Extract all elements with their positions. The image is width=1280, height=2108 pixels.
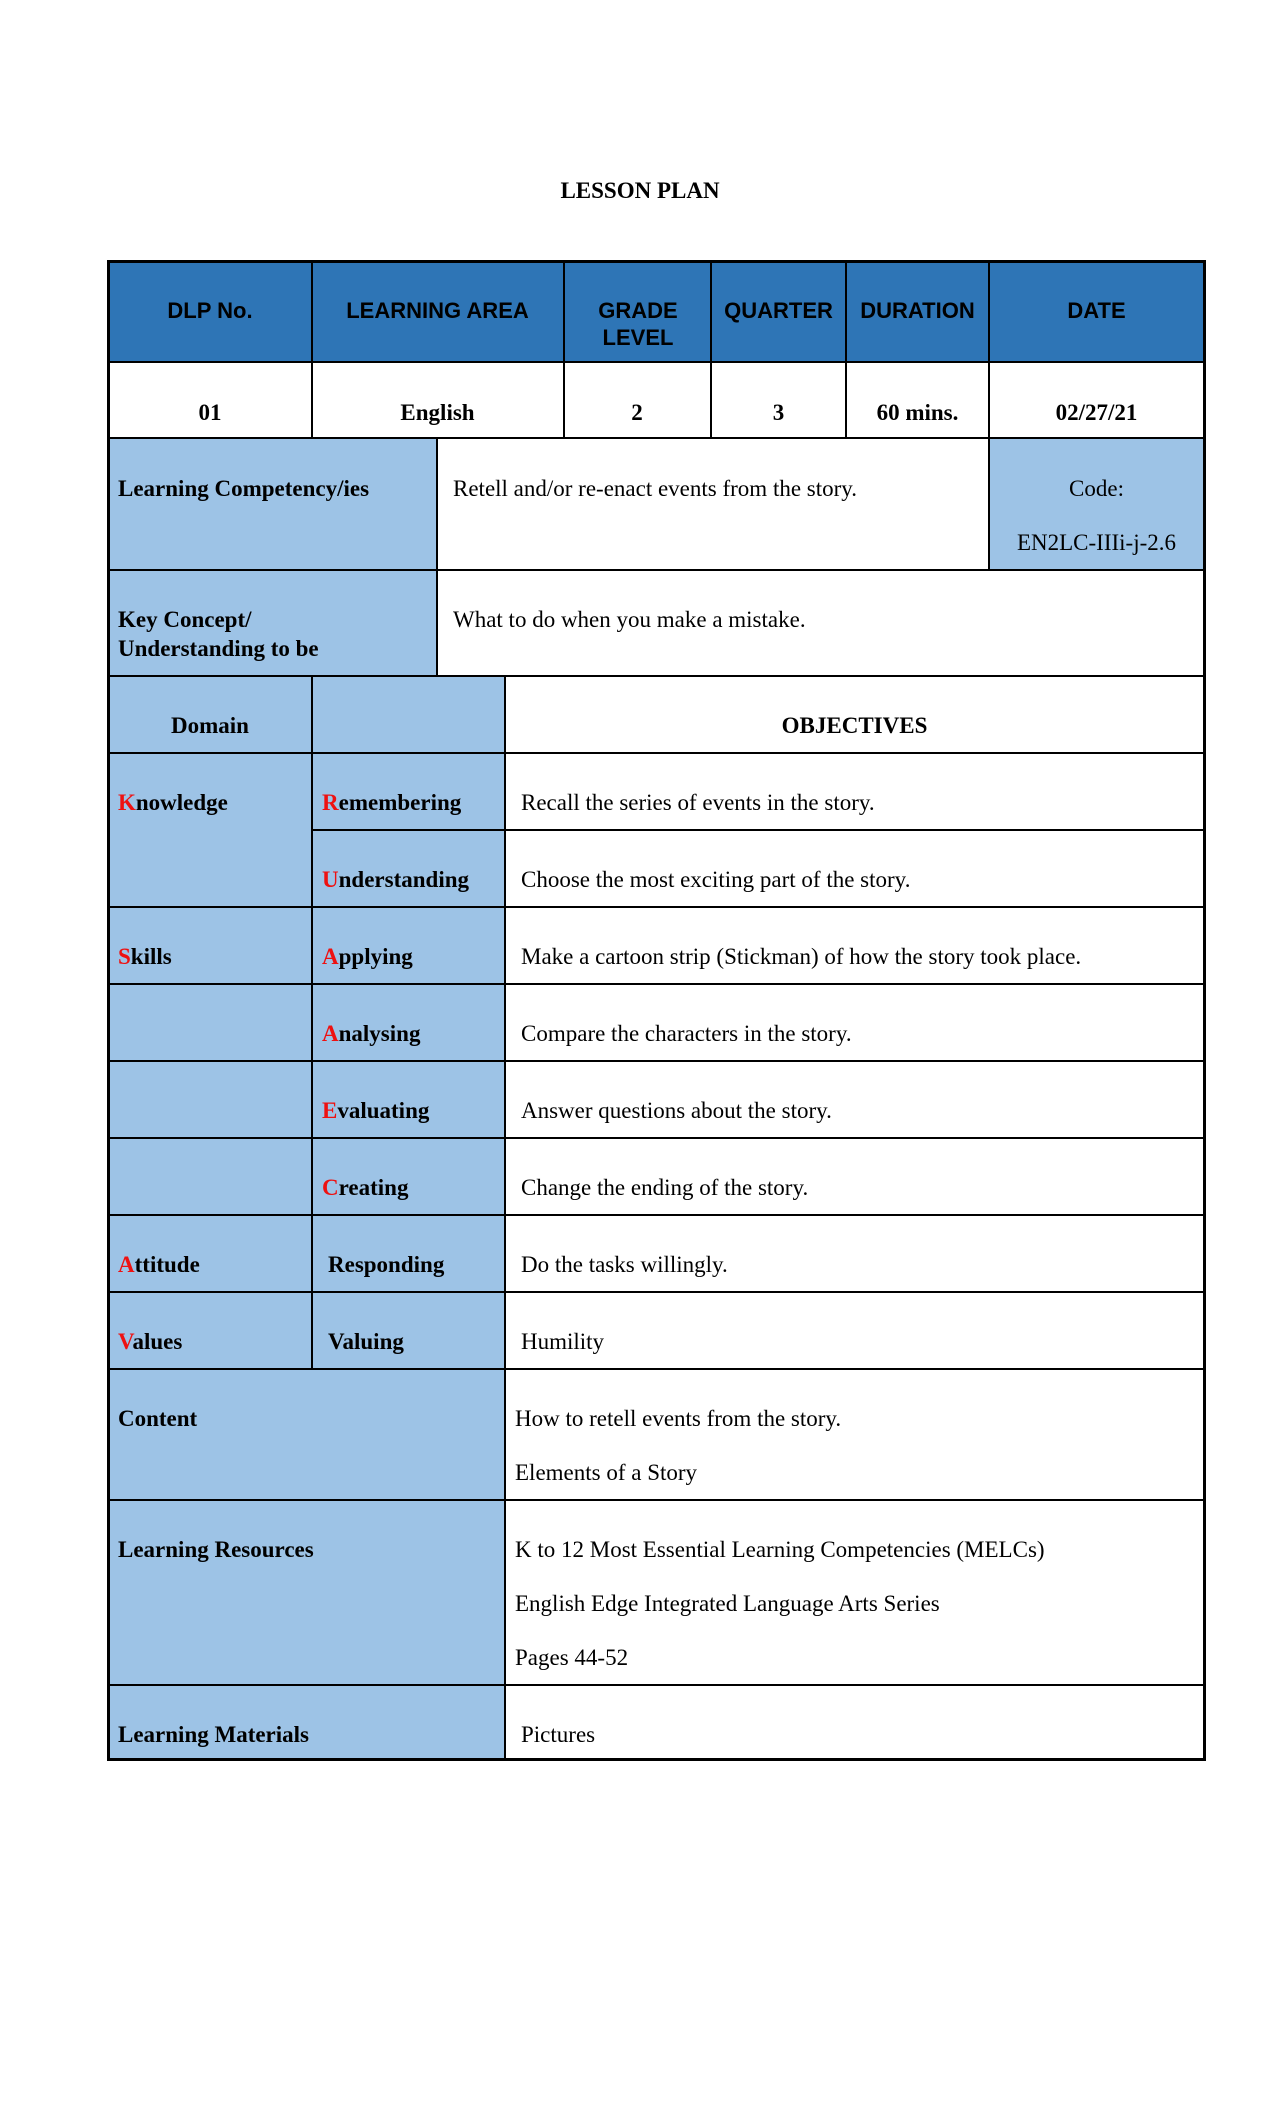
objective-applying: Make a cartoon strip (Stickman) of how the story took place.: [521, 944, 1082, 969]
code-value: EN2LC-IIIi-j-2.6: [1016, 530, 1177, 555]
level-creating: Creating: [322, 1175, 409, 1200]
page-title: LESSON PLAN: [560, 178, 720, 203]
header-grade-level: GRADE LEVEL: [598, 298, 678, 350]
key-concept-text: What to do when you make a mistake.: [453, 607, 806, 632]
objective-valuing: Humility: [521, 1329, 605, 1354]
resources-line-1: K to 12 Most Essential Learning Competencies (MELCs): [515, 1537, 1045, 1562]
level-applying: Applying: [322, 944, 413, 969]
header-duration: DURATION: [860, 298, 975, 323]
level-evaluating: Evaluating: [322, 1098, 430, 1123]
domain-values: Values: [118, 1329, 183, 1354]
header-quarter: QUARTER: [724, 298, 833, 323]
key-concept-label-line1: Key Concept/: [118, 607, 252, 632]
objective-analysing: Compare the characters in the story.: [521, 1021, 852, 1046]
resources-label: Learning Resources: [118, 1537, 314, 1562]
key-concept-label-line2: Understanding to be: [118, 636, 319, 661]
header-dlp-no: DLP No.: [167, 298, 253, 323]
materials-text: Pictures: [521, 1722, 596, 1747]
value-quarter: 3: [772, 400, 785, 425]
objective-responding: Do the tasks willingly.: [521, 1252, 728, 1277]
code-label: Code:: [1069, 476, 1124, 501]
value-date: 02/27/21: [1055, 400, 1138, 425]
competency-text: Retell and/or re-enact events from the story.: [453, 476, 858, 501]
objective-understanding: Choose the most exciting part of the story.: [521, 867, 911, 892]
value-learning-area: English: [400, 400, 475, 425]
objectives-heading: OBJECTIVES: [781, 713, 928, 738]
content-line-1: How to retell events from the story.: [515, 1406, 842, 1431]
objective-remembering: Recall the series of events in the story.: [521, 790, 875, 815]
domain-attitude: Attitude: [118, 1252, 200, 1277]
value-duration: 60 mins.: [876, 400, 959, 425]
header-learning-area: LEARNING AREA: [346, 298, 529, 323]
resources-line-3: Pages 44-52: [515, 1645, 629, 1670]
level-analysing: Analysing: [322, 1021, 421, 1046]
content-label: Content: [118, 1406, 198, 1431]
value-dlp-no: 01: [198, 400, 222, 425]
level-valuing: Valuing: [328, 1329, 404, 1354]
competency-label: Learning Competency/ies: [118, 476, 370, 501]
domain-skills: Skills: [118, 944, 172, 969]
level-remembering: Remembering: [322, 790, 462, 815]
header-date: DATE: [1067, 298, 1126, 323]
resources-line-2: English Edge Integrated Language Arts Series: [515, 1591, 940, 1616]
objective-evaluating: Answer questions about the story.: [521, 1098, 832, 1123]
domain-knowledge: Knowledge: [118, 790, 228, 815]
content-line-2: Elements of a Story: [515, 1460, 698, 1485]
materials-label: Learning Materials: [118, 1722, 309, 1747]
level-understanding: Understanding: [322, 867, 469, 892]
objective-creating: Change the ending of the story.: [521, 1175, 809, 1200]
domain-heading: Domain: [171, 713, 249, 738]
level-responding: Responding: [328, 1252, 445, 1277]
competency-label-bg: [107, 438, 437, 570]
value-grade-level: 2: [631, 400, 643, 425]
left-columns-bg: [107, 676, 505, 1761]
